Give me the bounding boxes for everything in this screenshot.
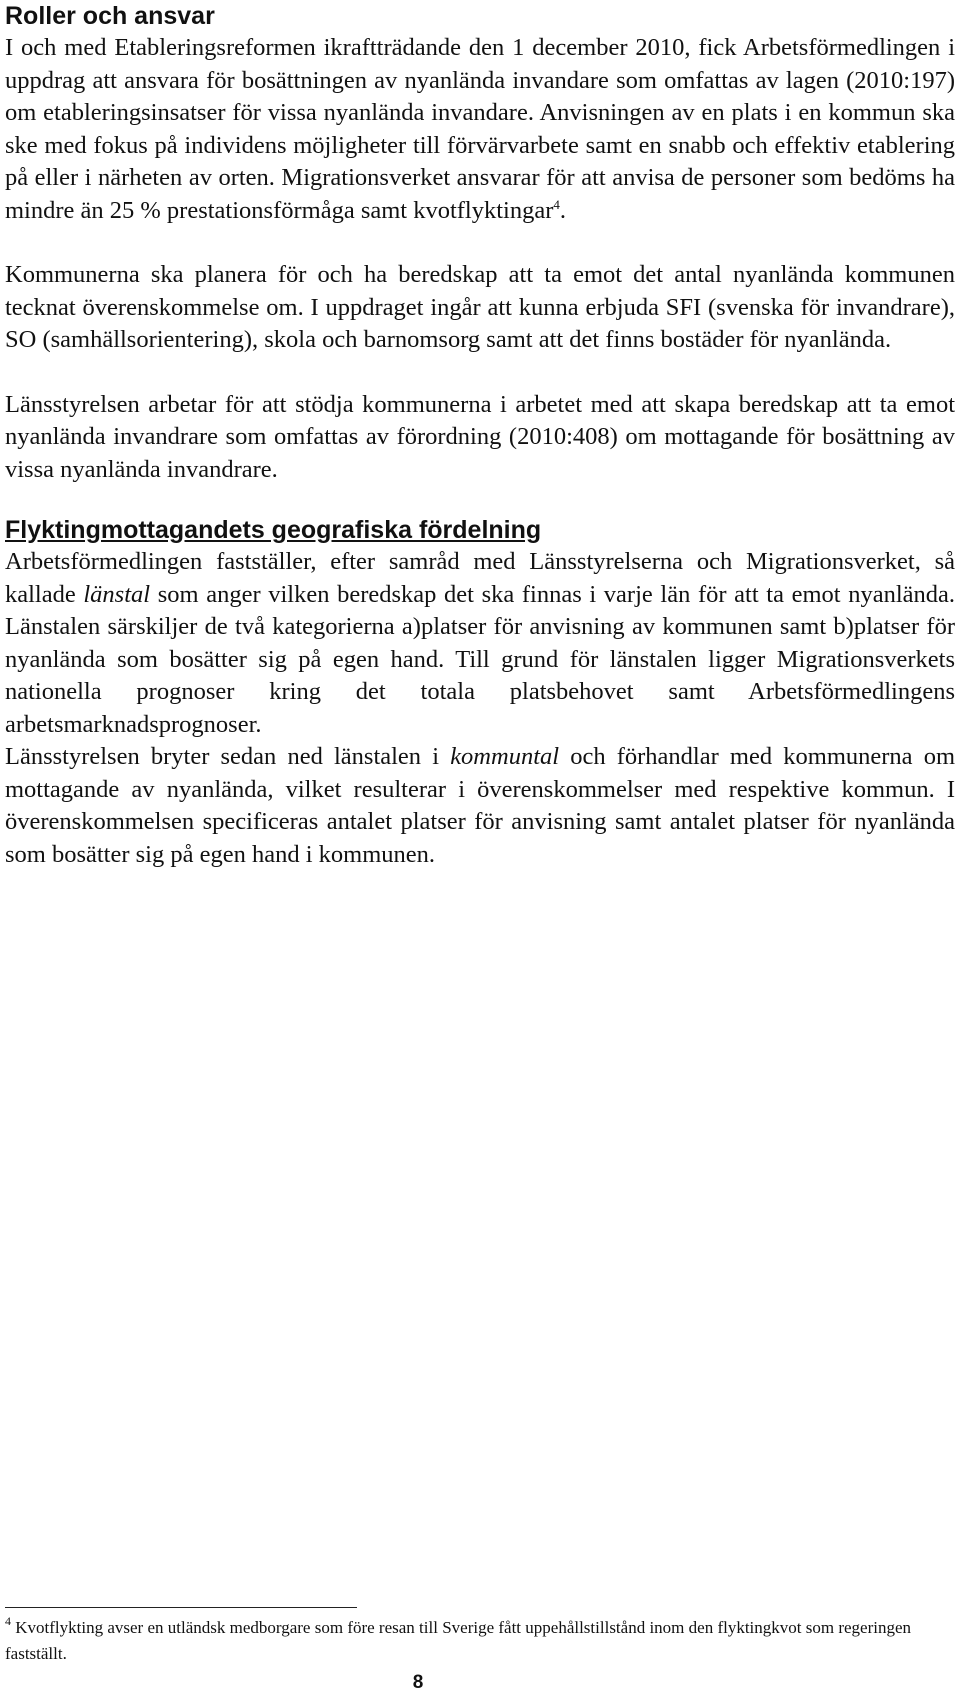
paragraph-kommuntal	[5, 741, 955, 871]
document-page	[5, 0, 955, 871]
paragraph-text: Länsstyrelsen bryter sedan ned länstalen i	[5, 743, 451, 770]
paragraph-text: I och med Etableringsreformen ikraftträdande den 1 december 2010, fick Arbetsförmedlingen i uppdrag att ansvara för bosättningen av nyanlända invandare som omfattas av lagen (2010:197) om etableringsinsatser för vissa nyanlända invandare. Anvisningen av en plats i en kommun ska ske med fokus på individens möjligheter till förvärvarbete samt en snabb och effektiv etablering på eller i närheten av orten. Migrationsverket ansvarar för att anvisa de personer som bedöms ha mindre än 25 % prestationsförmåga samt kvotflyktingar	[5, 34, 955, 224]
footnote-reference: 4	[553, 196, 560, 212]
paragraph-text-end: .	[559, 196, 567, 224]
paragraph-text-cont: som anger vilken beredskap det ska finnas i varje län för att ta emot nyanlända. Länstalen särskiljer de två kategorierna a)platser för anvisning av kommunen samt b)platser för nyanlända som bosätter sig på egen hand. Till grund för länstalen ligger Migrationsverkets nationella prognoser kring det totala platsbehovet samt Arbetsförmedlingens arbetsmarknadsprognoser.	[5, 580, 955, 738]
emphasis-lanstal: länstal	[83, 580, 151, 608]
section-heading-roller-och-ansvar: Roller och ansvar	[5, 2, 215, 30]
footnote-separator	[5, 1607, 357, 1608]
footnote	[5, 1615, 945, 1667]
paragraph-spacer	[5, 357, 955, 389]
paragraph-text-cont: och förhandlar med kommunerna om mottagande av nyanlända, vilket resulterar i överenskommelser med respektive kommun. I överenskommelsen specificeras antalet platser för anvisning samt antalet platser för nyanlända som bosätter sig på egen hand i kommunen.	[5, 743, 955, 868]
footnote-text: Kvotflykting avser en utländsk medborgare som före resan till Sverige fått uppehållstillstånd inom den flyktingkvot som regeringen fastställt.	[5, 1618, 912, 1663]
paragraph-lansstyrelsen: Länsstyrelsen arbetar för att stödja kommunerna i arbetet med att skapa beredskap att ta emot nyanlända invandrare som omfattas av förordning (2010:408) om mottagande för bosättning av vissa nyanlända invandrare.	[5, 390, 955, 483]
section-heading-geografisk-fordelning: Flyktingmottagandets geografiska fördelning	[5, 516, 542, 544]
emphasis-kommuntal: kommuntal	[450, 743, 560, 770]
paragraph-lanstal	[5, 546, 955, 741]
footnote-marker: 4	[5, 1614, 11, 1628]
paragraph-kommunerna: Kommunerna ska planera för och ha beredskap att ta emot det antal nyanlända kommunen tecknat överenskommelse om. I uppdraget ingår att kunna erbjuda SFI (svenska för invandrare), SO (samhällsorientering), skola och barnomsorg samt att det finns bostäder för nyanlända.	[5, 261, 955, 353]
paragraph-spacer	[5, 227, 955, 259]
page-number: 8	[412, 1672, 424, 1693]
paragraph-spacer	[5, 486, 955, 514]
paragraph-text: Arbetsförmedlingen fastställer, efter samråd med Länsstyrelserna och Migrationsverket, så kallade	[5, 548, 955, 608]
paragraph-etableringsreformen	[5, 32, 955, 227]
